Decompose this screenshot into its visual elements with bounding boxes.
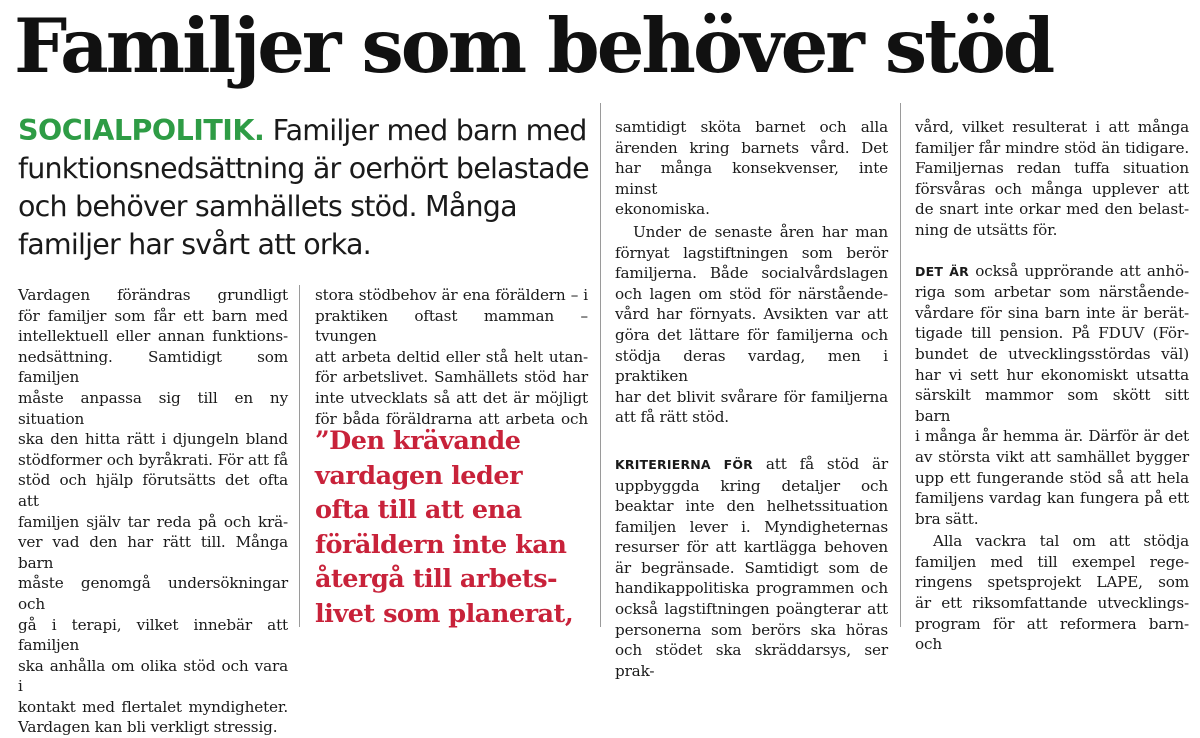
column-rule (600, 103, 601, 627)
pull-quote (315, 424, 585, 631)
text-line: försvåras och många upplever att (915, 179, 1189, 198)
text-line: gå i terapi, vilket innebär att familjen (18, 615, 288, 655)
text-line: vård, vilket resulterat i att många (915, 118, 1189, 136)
column-rule (299, 285, 300, 627)
text-line: är ett riksomfattande utvecklings- (915, 594, 1189, 613)
text-line: vård har förnyats. Avsikten var att (615, 305, 888, 324)
text-line: nedsättning. Samtidigt som familjen (18, 347, 288, 387)
headline: Familjer som behöver stöd (14, 2, 1053, 90)
text-line: personerna som berörs ska höras (615, 620, 888, 639)
body-column-1 (18, 285, 288, 738)
text-line: i många år hemma är. Därför är det (915, 427, 1189, 446)
text-line: har vi sett hur ekonomiskt utsatta (915, 365, 1189, 384)
body-column-4 (915, 117, 1189, 655)
lead-text: Familjer med barn med funktionsnedsättning är oerhört belastade och behöver samhällets stöd. Många familjer har svårt att orka. (18, 114, 589, 261)
pull-quote-line: återgå till arbets- (315, 564, 558, 594)
body-column-3 (615, 117, 888, 681)
text-line: de snart inte orkar med den belast- (915, 200, 1189, 219)
text-line: stödformer och byråkrati. För att få (18, 450, 288, 469)
text-line: tigade till pension. På FDUV (För- (915, 324, 1189, 343)
text-line: stora stödbehov är ena föräldern – i (315, 286, 588, 304)
text-line: har det blivit svårare för familjerna (615, 387, 888, 406)
text-line: ekonomiska. (615, 200, 710, 219)
text-line: och lagen om stöd för närstående- (615, 284, 888, 303)
pull-quote-line: ofta till att ena (315, 495, 522, 525)
text-line: att arbeta deltid eller stå helt utan- (315, 347, 588, 366)
text-line: ska anhålla om olika stöd och vara i (18, 656, 288, 696)
text-line: göra det lättare för familjerna och (615, 325, 888, 344)
text-line: måste genomgå undersökningar och (18, 574, 288, 613)
text-line: för båda föräldrarna att arbeta och (315, 409, 588, 428)
text-line: familjen lever i. Myndigheternas (615, 517, 888, 536)
text-line: program för att reformera barn- och (915, 614, 1189, 654)
text-line: vårdare för sina barn inte är berät- (915, 303, 1189, 322)
text-line: ning de utsätts för. (915, 220, 1058, 239)
text-line: Alla vackra tal om att stödja (933, 532, 1189, 551)
text-line: för familjer som får ett barn med (18, 306, 288, 325)
lead-paragraph (18, 112, 603, 264)
pull-quote-line: ”Den krävande (315, 426, 521, 456)
text-line: också lagstiftningen poängterar att (615, 600, 888, 619)
text-line: beaktar inte den helhetssituation (615, 497, 888, 516)
text-line: särskilt mammor som skött sitt barn (915, 386, 1189, 425)
paragraph-gap (915, 241, 1189, 261)
text-line (915, 261, 1189, 283)
text-line: ringens spetsprojekt LAPE, som (915, 573, 1189, 592)
paragraph-gap (615, 428, 888, 454)
text-line: familjer får mindre stöd än tidigare. (915, 138, 1189, 157)
text-line: inte utvecklats så att det är möjligt (315, 388, 588, 407)
text-line: bra sätt. (915, 509, 979, 528)
column-rule (900, 103, 901, 627)
text-line: praktiken oftast mamman – tvungen (315, 306, 588, 346)
text-line: bundet de utvecklingsstördas väl) (915, 344, 1189, 363)
text-run: att få stöd är (765, 454, 888, 473)
text-line: riga som arbetar som närstående- (915, 283, 1189, 302)
pull-quote-line: föräldern inte kan (315, 529, 567, 560)
text-line: handikappolitiska programmen och (615, 579, 888, 598)
text-line (615, 454, 888, 476)
text-line: Vardagen kan bli verkligt stressig. (18, 718, 278, 737)
text-run: också upprörande att anhö- (975, 261, 1189, 280)
text-line: upp ett fungerande stöd så att hela (915, 468, 1189, 487)
text-line: stödja deras vardag, men i praktiken (615, 346, 888, 386)
text-line: ver vad den har rätt till. Många barn (18, 533, 288, 572)
text-line: intellektuell eller annan funktions- (18, 327, 288, 346)
text-line: är begränsade. Samtidigt som de (615, 558, 888, 577)
text-line: ska den hitta rätt i djungeln bland (18, 430, 288, 449)
text-line: familjens vardag kan fungera på ett (915, 489, 1189, 508)
text-line: resurser för att kartlägga behoven (615, 538, 888, 557)
run-in-heading: DET ÄR (915, 263, 969, 279)
text-line: familjen med till exempel rege- (915, 552, 1189, 571)
pull-quote-line: livet som planerat, (315, 598, 574, 629)
text-line: Vardagen förändras grundligt (18, 286, 288, 304)
text-line: familjerna. Både socialvårdslagen (615, 264, 888, 283)
text-line: samtidigt sköta barnet och alla (615, 118, 888, 136)
run-in-heading: KRITERIERNA FÖR (615, 456, 753, 472)
text-line: kontakt med flertalet myndigheter. (18, 697, 288, 716)
text-line: uppbyggda kring detaljer och (615, 476, 888, 495)
text-line: måste anpassa sig till en ny situation (18, 388, 288, 428)
pull-quote-line: vardagen leder (315, 460, 522, 491)
text-line: familjen själv tar reda på och krä- (18, 512, 288, 531)
lead-kicker: SOCIALPOLITIK. (18, 114, 265, 147)
text-line: att få rätt stöd. (615, 408, 729, 427)
text-line: av största vikt att samhället bygger (915, 447, 1189, 466)
text-line: Familjernas redan tuffa situation (915, 159, 1189, 178)
body-column-2 (315, 285, 588, 429)
text-line: stöd och hjälp förutsätts det ofta att (18, 471, 288, 510)
text-line: för arbetslivet. Samhällets stöd har (315, 368, 588, 387)
text-line: Under de senaste åren har man (633, 222, 888, 241)
text-line: har många konsekvenser, inte minst (615, 159, 888, 198)
text-line: och stödet ska skräddarsys, ser prak- (615, 641, 888, 680)
text-line: ärenden kring barnets vård. Det (615, 138, 888, 157)
text-line: förnyat lagstiftningen som berör (615, 243, 888, 262)
